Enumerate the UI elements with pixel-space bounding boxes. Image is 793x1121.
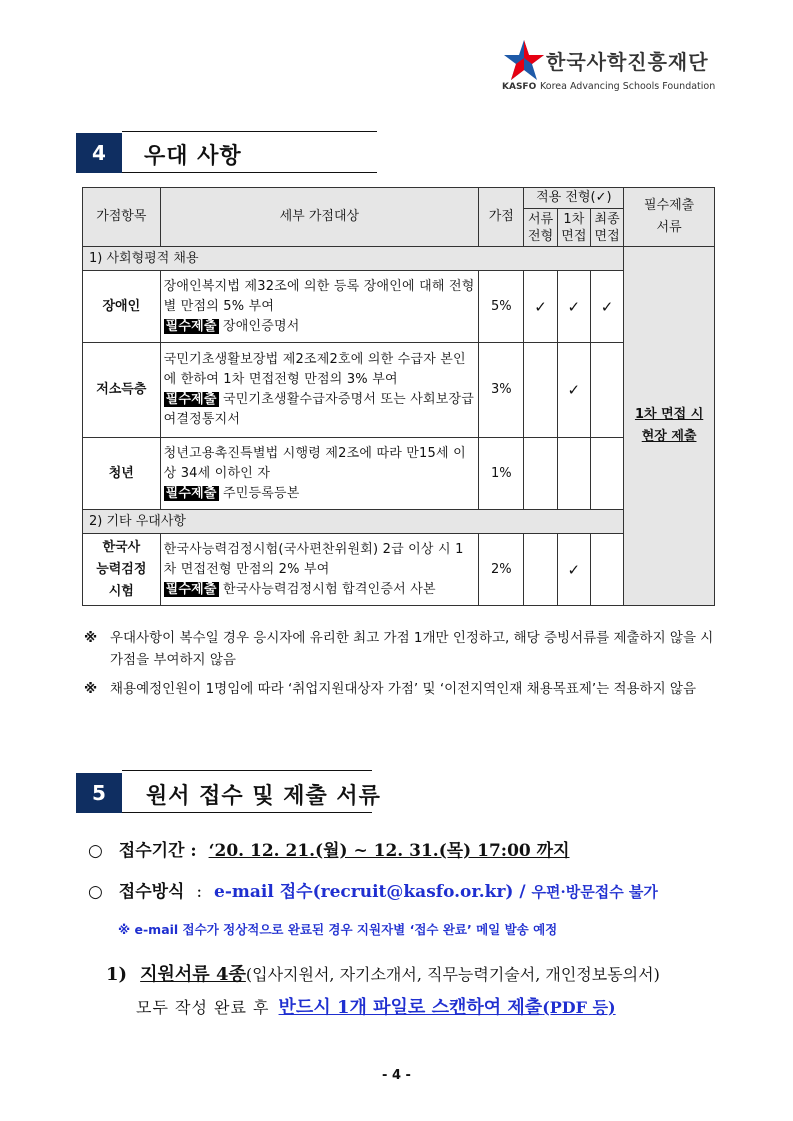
- row-points: 3%: [479, 343, 524, 438]
- row-category: 저소득층: [83, 343, 161, 438]
- star-logo-icon: [502, 38, 546, 82]
- row-final-check: [590, 438, 623, 510]
- method-label: 접수방식: [118, 882, 185, 902]
- method-no-visit: 우편·방문접수 불가: [531, 883, 658, 901]
- required-tag: 필수제출: [165, 485, 217, 501]
- row-description: 청년고용촉진특별법 시행령 제2조에 따라 만15세 이상 34세 이하인 자: [163, 445, 466, 481]
- preference-table: [82, 187, 715, 606]
- method-slash: /: [519, 882, 526, 902]
- docs-line-1: [106, 960, 660, 986]
- row-required-doc: 주민등록등본: [223, 485, 300, 501]
- table-row: [83, 343, 715, 438]
- section4-number: 4: [76, 133, 122, 173]
- header-stage-final: 최종 면접: [590, 209, 623, 247]
- note-text: 우대사항이 복수일 경우 응시자에 유리한 최고 가점 1개만 인정하고, 해당 증빙서류를 제출하지 않을 시 가점을 부여하지 않음: [110, 630, 714, 668]
- row-docs-check: ✓: [524, 271, 557, 343]
- page-number: - 4 -: [382, 1068, 411, 1083]
- note-mark: ※: [84, 630, 98, 646]
- header-points: 가점: [479, 188, 524, 247]
- row-final-check: [590, 534, 623, 606]
- docs-list: (입사지원서, 자기소개서, 직무능력기술서, 개인정보동의서): [245, 965, 660, 984]
- row-int1-check: ✓: [557, 343, 590, 438]
- row-final-check: ✓: [590, 271, 623, 343]
- note-text: 채용예정인원이 1명임에 따라 ‘취업지원대상자 가점’ 및 ‘이전지역인재 채용목표제’는 적용하지 않음: [110, 681, 697, 697]
- group2-label: 2) 기타 우대사항: [83, 510, 624, 534]
- method-item: [88, 877, 658, 902]
- note-1: [84, 627, 724, 671]
- row-description: 장애인복지법 제32조에 의한 등록 장애인에 대해 전형별 만점의 5% 부여: [163, 278, 475, 314]
- method-note: ※ e-mail 접수가 정상적으로 완료된 경우 지원자별 ‘접수 완료’ 메일 발송 예정: [118, 922, 558, 937]
- row-category: 청년: [83, 438, 161, 510]
- org-name-ko: 한국사학진흥재단: [546, 50, 709, 74]
- row-required-doc: 한국사능력검정시험 합격인증서 사본: [223, 581, 436, 597]
- org-name-en: Korea Advancing Schools Foundation: [540, 81, 716, 92]
- section5-number: 5: [76, 773, 122, 813]
- required-tag: 필수제출: [165, 318, 217, 334]
- row-int1-check: ✓: [557, 271, 590, 343]
- table-row: [83, 438, 715, 510]
- method-separator: :: [196, 882, 203, 902]
- section4-bottom-rule: [122, 172, 377, 173]
- header-stage-docs: 서류 전형: [524, 209, 557, 247]
- required-tag: 필수제출: [165, 581, 217, 597]
- onsite-submit-note: 1차 면접 시 현장 제출: [624, 247, 715, 606]
- table-row: [83, 271, 715, 343]
- section5-bottom-rule: [122, 812, 372, 813]
- header-stage-interview1: 1차 면접: [557, 209, 590, 247]
- note-mark: ※: [84, 681, 98, 697]
- header-detail: 세부 가점대상: [160, 188, 479, 247]
- period-label: 접수기간 :: [118, 841, 197, 861]
- row-category: 한국사 능력검정 시험: [83, 534, 161, 606]
- row-int1-check: [557, 438, 590, 510]
- section5-top-rule: [122, 770, 372, 771]
- header-stage-group: 적용 전형(✓): [524, 188, 624, 209]
- period-value: ‘20. 12. 21.(월) ~ 12. 31.(목) 17:00 까지: [208, 841, 570, 861]
- bullet-icon: ○: [88, 841, 103, 861]
- org-abbr: KASFO: [502, 82, 537, 92]
- note-2: [84, 678, 724, 700]
- row-description: 한국사능력검정시험(국사편찬위원회) 2급 이상 시 1차 면접전형 만점의 2% 부여: [163, 541, 464, 577]
- row-docs-check: [524, 343, 557, 438]
- row-int1-check: ✓: [557, 534, 590, 606]
- row-points: 5%: [479, 271, 524, 343]
- section4-title: 우대 사항: [144, 144, 242, 169]
- row-required-doc: 국민기초생활수급자증명서 또는 사회보장급여결정통지서: [163, 392, 475, 427]
- header-category: 가점항목: [83, 188, 161, 247]
- row-points: 2%: [479, 534, 524, 606]
- table-row: [83, 534, 715, 606]
- docs-line2-suffix: (PDF 등): [542, 998, 616, 1017]
- row-docs-check: [524, 534, 557, 606]
- docs-number: 1): [106, 964, 128, 985]
- row-required-doc: 장애인증명서: [223, 318, 300, 334]
- section5-title: 원서 접수 및 제출 서류: [146, 784, 381, 809]
- group1-label: 1) 사회형평적 채용: [83, 247, 624, 271]
- row-final-check: [590, 343, 623, 438]
- row-category: 장애인: [83, 271, 161, 343]
- header-required-docs: 필수제출 서류: [624, 188, 715, 247]
- docs-line-2: [136, 993, 616, 1019]
- bullet-icon: ○: [88, 882, 103, 902]
- required-tag: 필수제출: [165, 392, 217, 407]
- docs-line2-emphasis: 반드시 1개 파일로 스캔하여 제출: [278, 997, 543, 1018]
- method-email: e-mail 접수(recruit@kasfo.or.kr): [214, 882, 514, 902]
- row-points: 1%: [479, 438, 524, 510]
- period-item: [88, 836, 570, 861]
- row-docs-check: [524, 438, 557, 510]
- row-description: 국민기초생활보장법 제2조제2호에 의한 수급자 본인에 한하여 1차 면접전형 만점의 3% 부여: [163, 352, 466, 387]
- docs-line2-prefix: 모두 작성 완료 후: [136, 998, 270, 1017]
- org-logo: [502, 38, 722, 98]
- section4-top-rule: [122, 131, 377, 132]
- docs-title: 지원서류 4종: [140, 964, 246, 985]
